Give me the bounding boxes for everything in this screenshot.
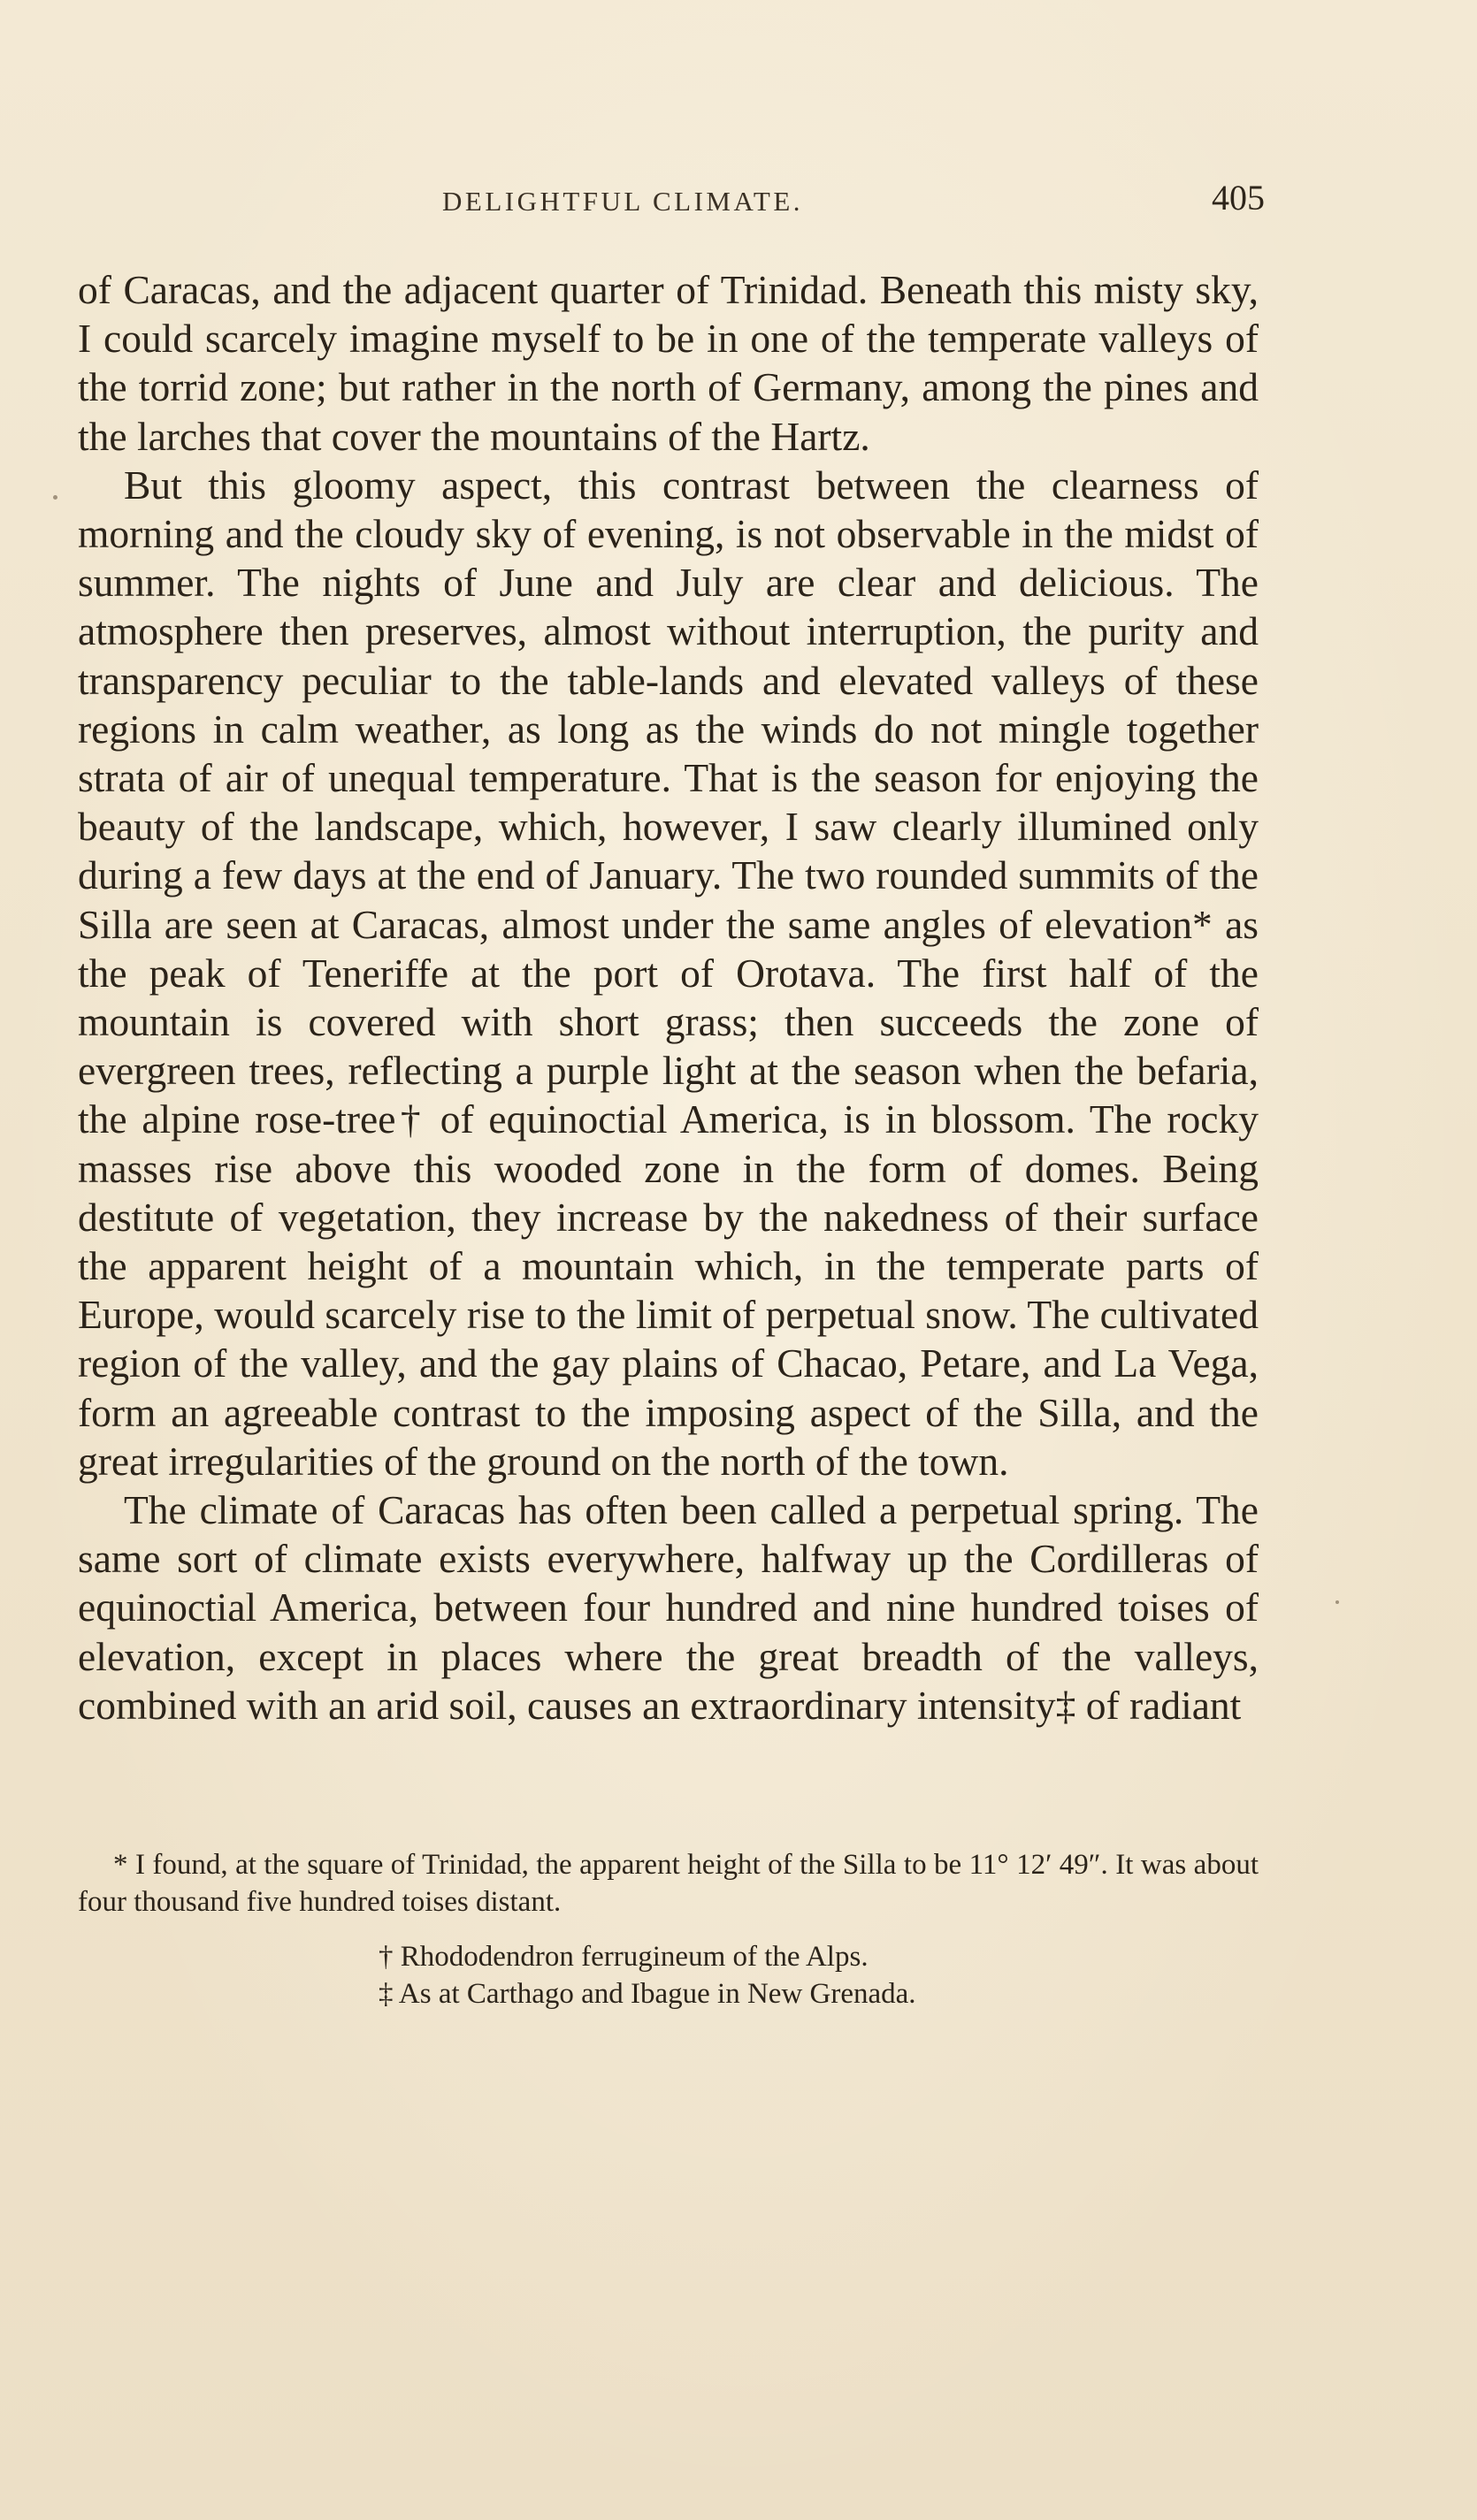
running-title: DELIGHTFUL CLIMATE. (442, 186, 804, 217)
page-number: 405 (1212, 178, 1265, 218)
footnote-asterisk: * I found, at the square of Trinidad, the apparent height of the Silla to be 11° 12′ 49″. It was about four thousand five hundred toises distant. (78, 1849, 1259, 1918)
body-text (78, 265, 1259, 1730)
paper-speck (53, 495, 57, 500)
paragraph-climate: The climate of Caracas has often been called a perpetual spring. The same sort of climate exists everywhere, halfway up the Cordilleras of equinoctial America, between four hundred and nine hundred toises of elevation, except in places where the great breadth of the valleys, combined with an arid soil, causes an extraordinary intensity‡ of radiant (78, 1487, 1259, 1728)
footnotes (78, 1846, 1259, 2012)
footnote-dagger: † Rhododendron ferrugineum of the Alps. (379, 1941, 869, 1973)
paragraph-silla: But this gloomy aspect, this contrast between the clearness of morning and the cloudy sky of evening, is not observable in the midst of summer. The nights of June and July are clear and delicious. The atmosphere then preserves, almost without interruption, the purity and transparency peculiar to the table-lands and elevated valleys of these regions in calm weather, as long as the winds do not mingle together strata of air of unequal temperature. That is the season for enjoying the beauty of the landscape, which, however, I saw clearly illumined only during a few days at the end of January. The two rounded summits of the Silla are seen at Caracas, almost under the same angles of elevation* as the peak of Teneriffe at the port of Orotava. The first half of the mountain is covered with short grass; then succeeds the zone of evergreen trees, reflecting a purple light at the season when the befaria, the alpine rose-tree† of equinoctial America, is in blossom. The rocky masses rise above this wooded zone in the form of domes. Being destitute of vegetation, they increase by the nakedness of their surface the apparent height of a mountain which, in the temperate parts of Europe, would scarcely rise to the limit of perpetual snow. The cultivated region of the valley, and the gay plains of Chacao, Petare, and La Vega, form an agreeable contrast to the imposing aspect of the Silla, and the great irregularities of the ground on the north of the town. (78, 462, 1259, 1484)
page-header (442, 177, 1265, 230)
paragraph-continued: of Caracas, and the adjacent quarter of Trinidad. Beneath this misty sky, I could scarcely imagine myself to be in one of the temperate valleys of the torrid zone; but rather in the north of Germany, among the pines and the larches that cover the mountains of the Hartz. (78, 267, 1259, 459)
footnote-double-dagger: ‡ As at Carthago and Ibague in New Grenada. (379, 1978, 916, 2010)
paper-speck (1335, 1600, 1339, 1604)
